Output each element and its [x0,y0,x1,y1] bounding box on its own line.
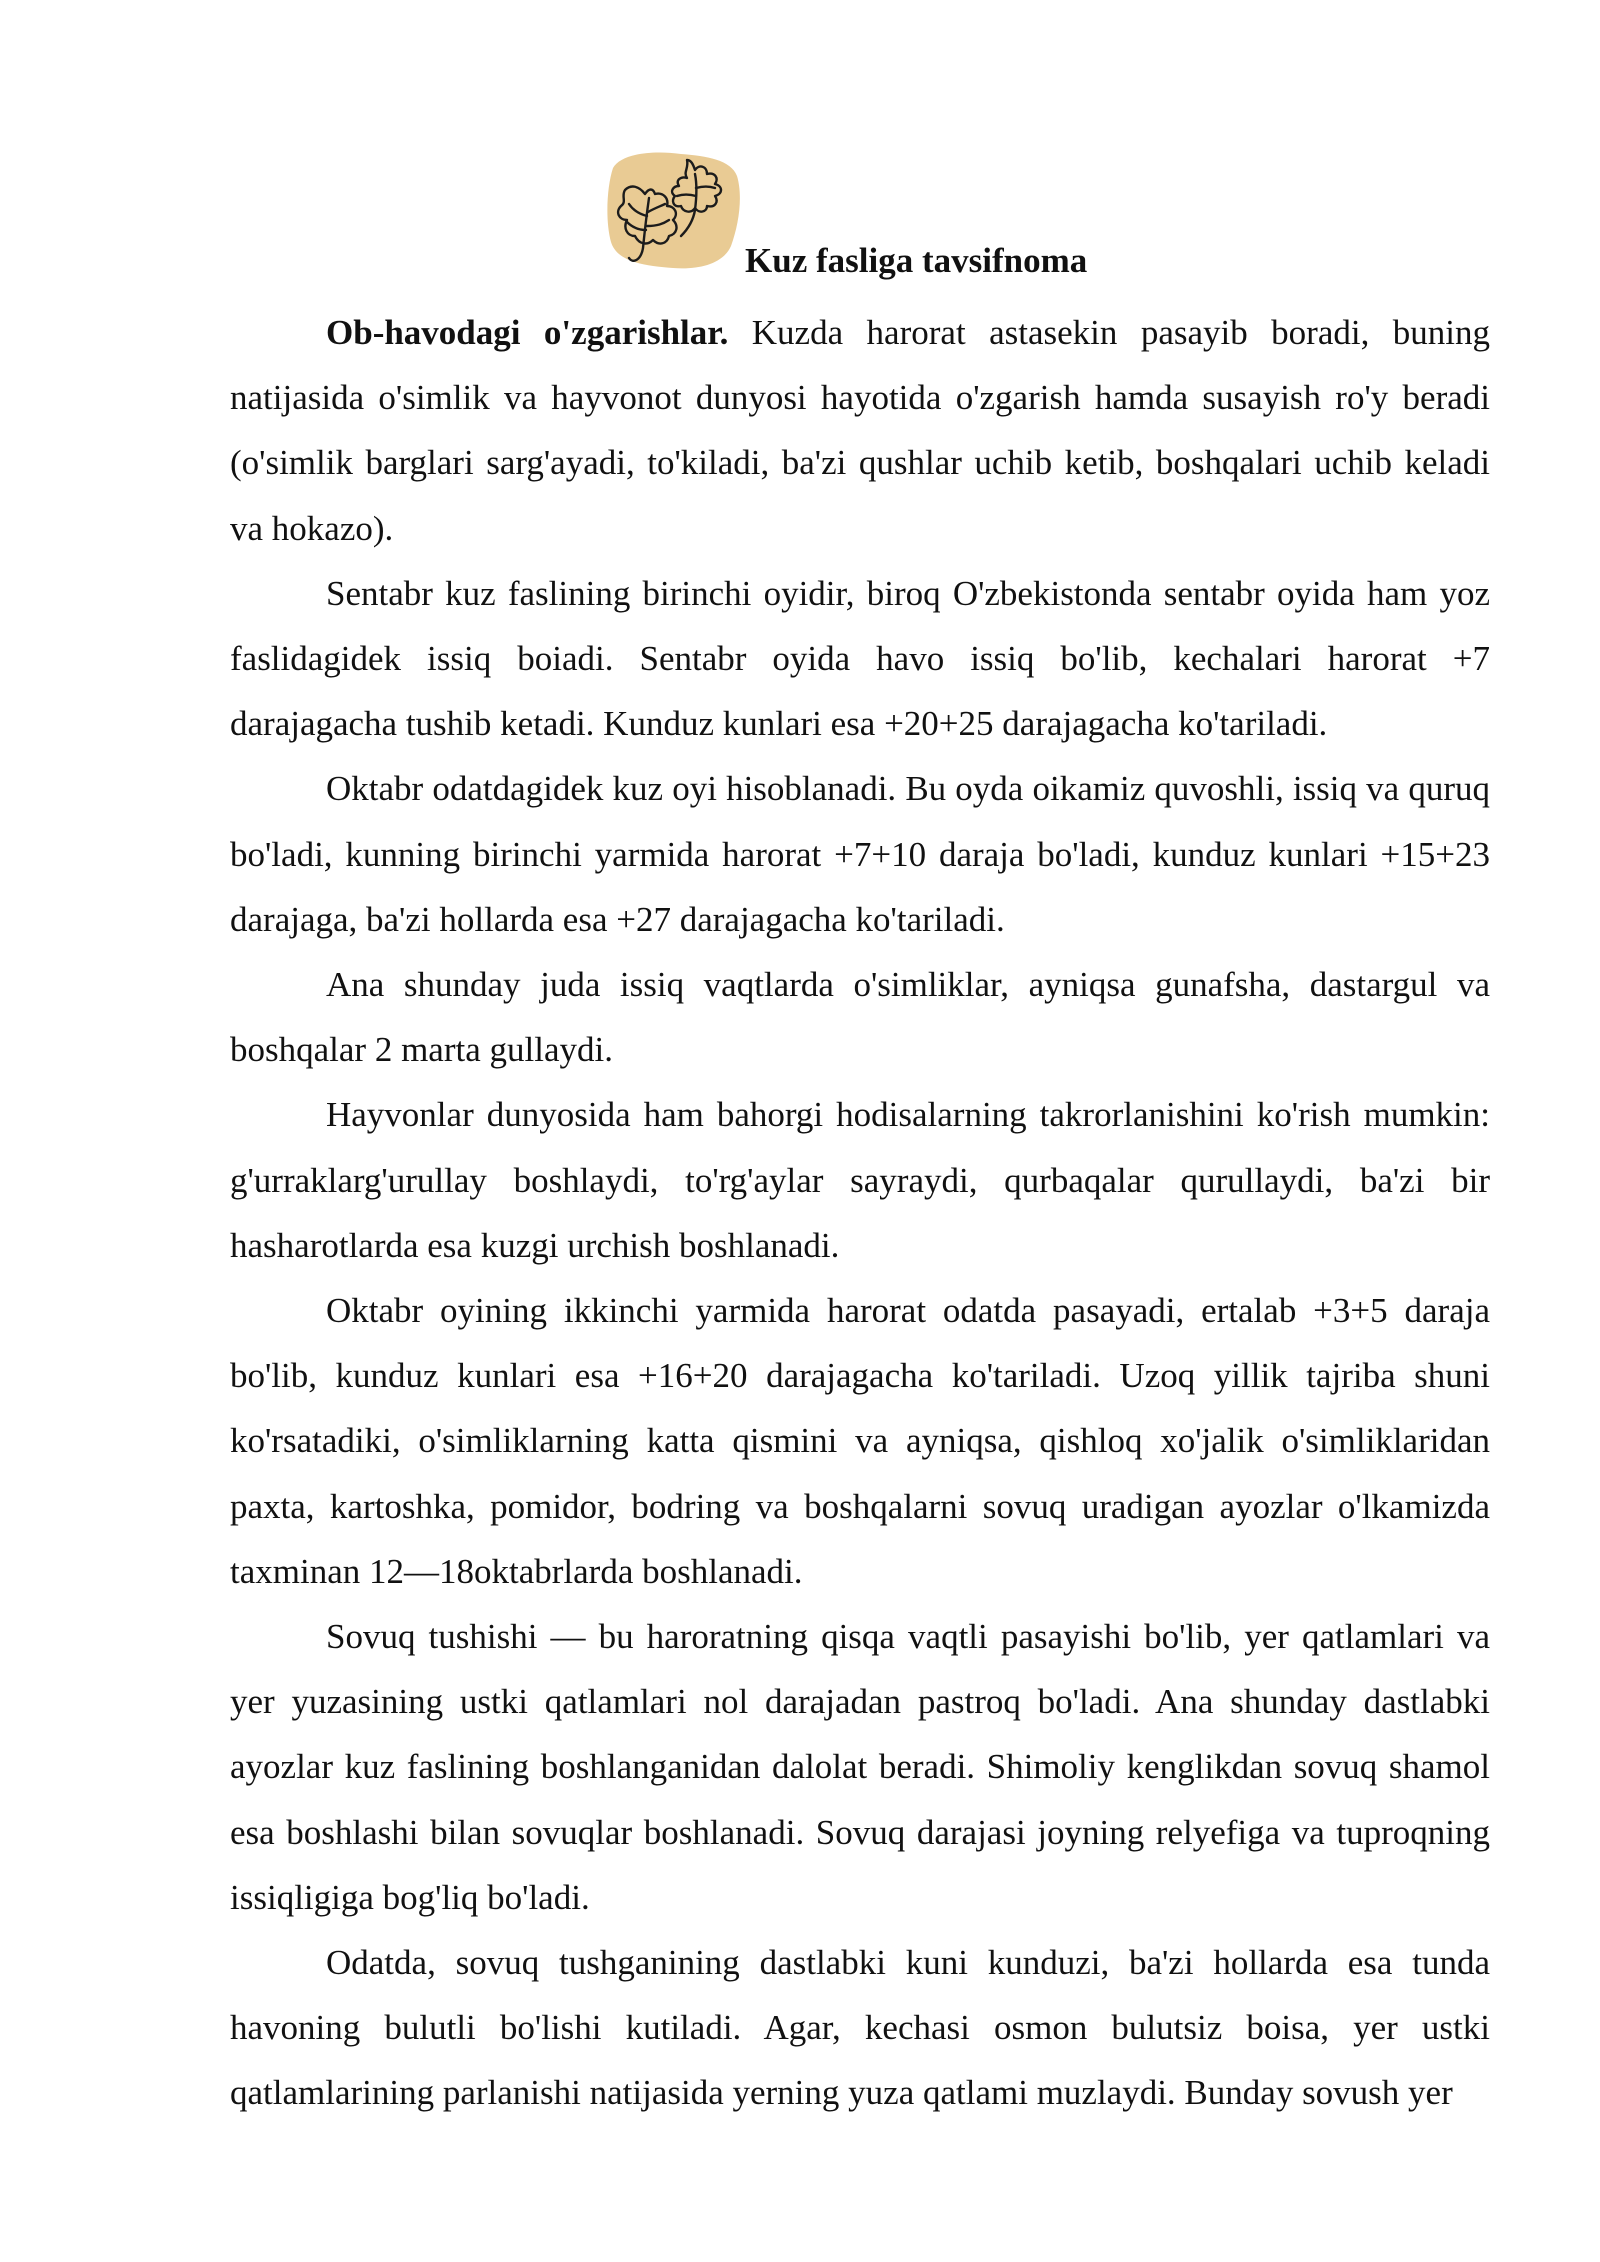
paragraph: Ana shunday juda issiq vaqtlarda o'simliklar, ayniqsa gunafsha, dastargul va boshqalar 2 marta gullaydi. [230,965,1490,1070]
paragraph: Oktabr oyining ikkinchi yarmida harorat odatda pasayadi, ertalab +3+5 daraja bo'lib, kunduz kunlari esa +16+20 darajagacha ko'tariladi. Uzoq yillik tajriba shuni ko'rsatadiki, o'simliklarning katta qismini va ayniqsa, qishloq xo'jalik o'simliklaridan paxta, kartoshka, pomidor, bodring va boshqalarni sovuq uradigan ayozlar o'lkamizda taxminan 12—18oktabrlarda boshlanadi. [230,1291,1490,1591]
paragraph: Oktabr odatdagidek kuz oyi hisoblanadi. Bu oyda oikamiz quvoshli, issiq va quruq bo'ladi, kunning birinchi yarmida harorat +7+10 daraja bo'ladi, kunduz kunlari +15+23 darajaga, ba'zi hollarda esa +27 darajagacha ko'tariladi. [230,769,1490,939]
document-title: Kuz fasliga tavsifnoma [745,241,1088,280]
paragraph-lead: Ob-havodagi o'zgarishlar. [326,313,729,352]
paragraph-text: Kuzda harorat astasekin pasayib boradi, buning natijasida o'simlik va hayvonot dunyosi hayotida o'zgarish hamda susayish ro'y beradi (o'simlik barglari sarg'ayadi, to'kiladi, ba'zi qushlar uchib ketib, boshqalari uchib keladi va hokazo). [230,313,1491,548]
document-body [230,300,1490,2126]
paragraph [230,300,1490,561]
paragraph: Sovuq tushishi — bu haroratning qisqa vaqtli pasayishi bo'lib, yer qatlamlari va yer yuzasining ustki qatlamlari nol darajadan pastroq bo'ladi. Ana shunday dastlabki ayozlar kuz faslining boshlanganidan dalolat beradi. Shimoliy kenglikdan sovuq shamol esa boshlashi bilan sovuqlar boshlanadi. Sovuq darajasi joyning relyefiga va tuproqning issiqligiga bog'liq bo'ladi. [230,1617,1490,1917]
emblem-blob [607,153,740,269]
paragraph: Hayvonlar dunyosida ham bahorgi hodisalarning takrorlanishini ko'rish mumkin: g'urraklarg'urullay boshlaydi, to'rg'aylar sayraydi, qurbaqalar qurullaydi, ba'zi bir hasharotlarda esa kuzgi urchish boshlanadi. [230,1095,1490,1265]
paragraph: Odatda, sovuq tushganining dastlabki kuni kunduzi, ba'zi hollarda esa tunda havoning bulutli bo'lishi kutiladi. Agar, kechasi osmon bulutsiz boisa, yer ustki qatlamlarining parlanishi natijasida yerning yuza qatlami muzlaydi. Bunday sovush yer [230,1943,1490,2113]
paragraph: Sentabr kuz faslining birinchi oyidir, biroq O'zbekistonda sentabr oyida ham yoz faslidagidek issiq boiadi. Sentabr oyida havo issiq bo'lib, kechalari harorat +7 darajagacha tushib ketadi. Kunduz kunlari esa +20+25 darajagacha ko'tariladi. [230,573,1490,744]
autumn-leaves-icon [603,150,745,275]
